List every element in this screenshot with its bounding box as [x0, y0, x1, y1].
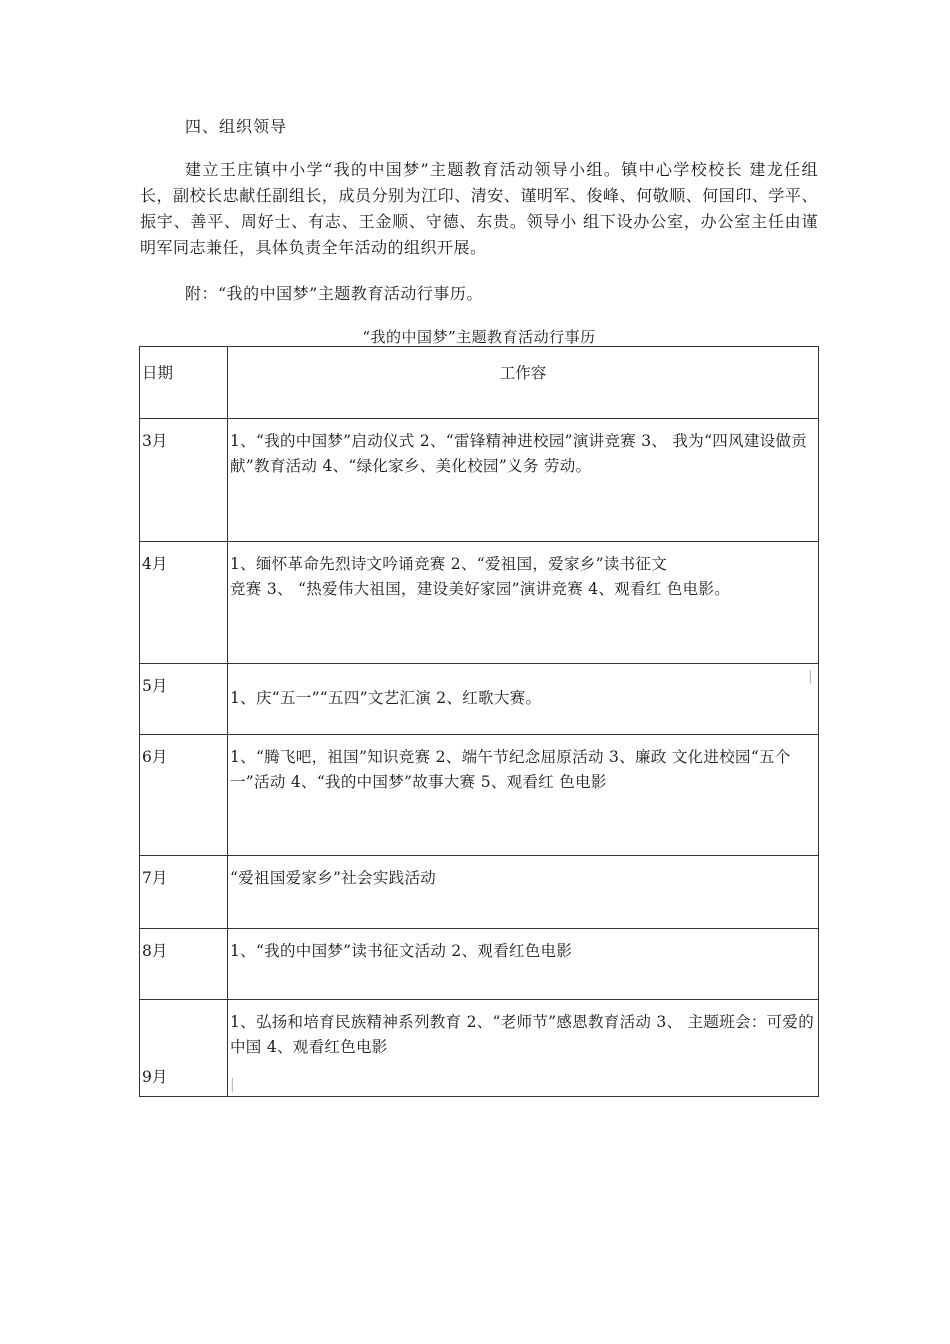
table-row — [140, 929, 819, 1000]
row-month: 5月 — [140, 664, 228, 735]
activity-schedule-table — [139, 346, 819, 1097]
table-row — [140, 542, 819, 664]
table-row — [140, 735, 819, 856]
scan-mark: | — [808, 669, 813, 685]
row-month: 4月 — [140, 542, 228, 664]
row-work: 1、弘扬和培育民族精神系列教育 2、“老师节”感恩教育活动 3、 主题班会：可爱的中国 4、观看红色电影 — [228, 1000, 819, 1097]
header-work: 工作容 — [228, 347, 819, 419]
table-row — [140, 664, 819, 735]
row-work: 1、“我的中国梦”读书征文活动 2、观看红色电影 — [228, 929, 819, 1000]
row-month: 3月 — [140, 419, 228, 542]
row-work: 1、“腾飞吧，祖国”知识竞赛 2、端午节纪念屈原活动 3、廉政 文化进校园“五个一”活动 4、“我的中国梦”故事大赛 5、观看红 色电影 — [228, 735, 819, 856]
header-date: 日期 — [140, 347, 228, 419]
leadership-paragraph: 建立王庄镇中小学“我的中国梦”主题教育活动领导小组。镇中心学校校长 建龙任组长，副校长忠献任副组长，成员分别为江印、清安、谨明军、俊峰、何敬顺、何国印、学平、振宇、善平、周好士、有志、王金顺、守德、东贵。领导小 组下设办公室，办公室主任由谨明军同志兼任，具体负责全年活动的组织开展。 — [140, 160, 818, 257]
row-work: 1、“我的中国梦”启动仪式 2、“雷锋精神进校园”演讲竞赛 3、 我为“四风建设做贡献”教育活动 4、“绿化家乡、美化校园”义务 劳动。 — [228, 419, 819, 542]
row-work-line: 竞赛 3、 “热爱伟大祖国，建设美好家园”演讲竞赛 4、观看红 色电影。 — [230, 580, 731, 598]
row-month: 9月 — [140, 1000, 228, 1097]
table-row — [140, 419, 819, 542]
section-heading: 四、组织领导 — [185, 117, 288, 136]
row-month: 7月 — [140, 856, 228, 929]
table-row — [140, 856, 819, 929]
appendix-note: 附：“我的中国梦”主题教育活动行事历。 — [185, 284, 483, 303]
row-work — [228, 542, 819, 664]
table-row — [140, 1000, 819, 1097]
table-header-row — [140, 347, 819, 419]
row-month: 8月 — [140, 929, 228, 1000]
row-work: 1、庆“五一”“五四”文艺汇演 2、红歌大赛。 — [228, 664, 819, 735]
row-work-line: 1、缅怀革命先烈诗文吟诵竞赛 2、“爱祖国，爱家乡”读书征文 — [230, 555, 667, 573]
row-work: “爱祖国爱家乡”社会实践活动 — [228, 856, 819, 929]
table-title: “我的中国梦”主题教育活动行事历 — [362, 328, 596, 346]
scan-mark: | — [230, 1077, 235, 1093]
row-month: 6月 — [140, 735, 228, 856]
